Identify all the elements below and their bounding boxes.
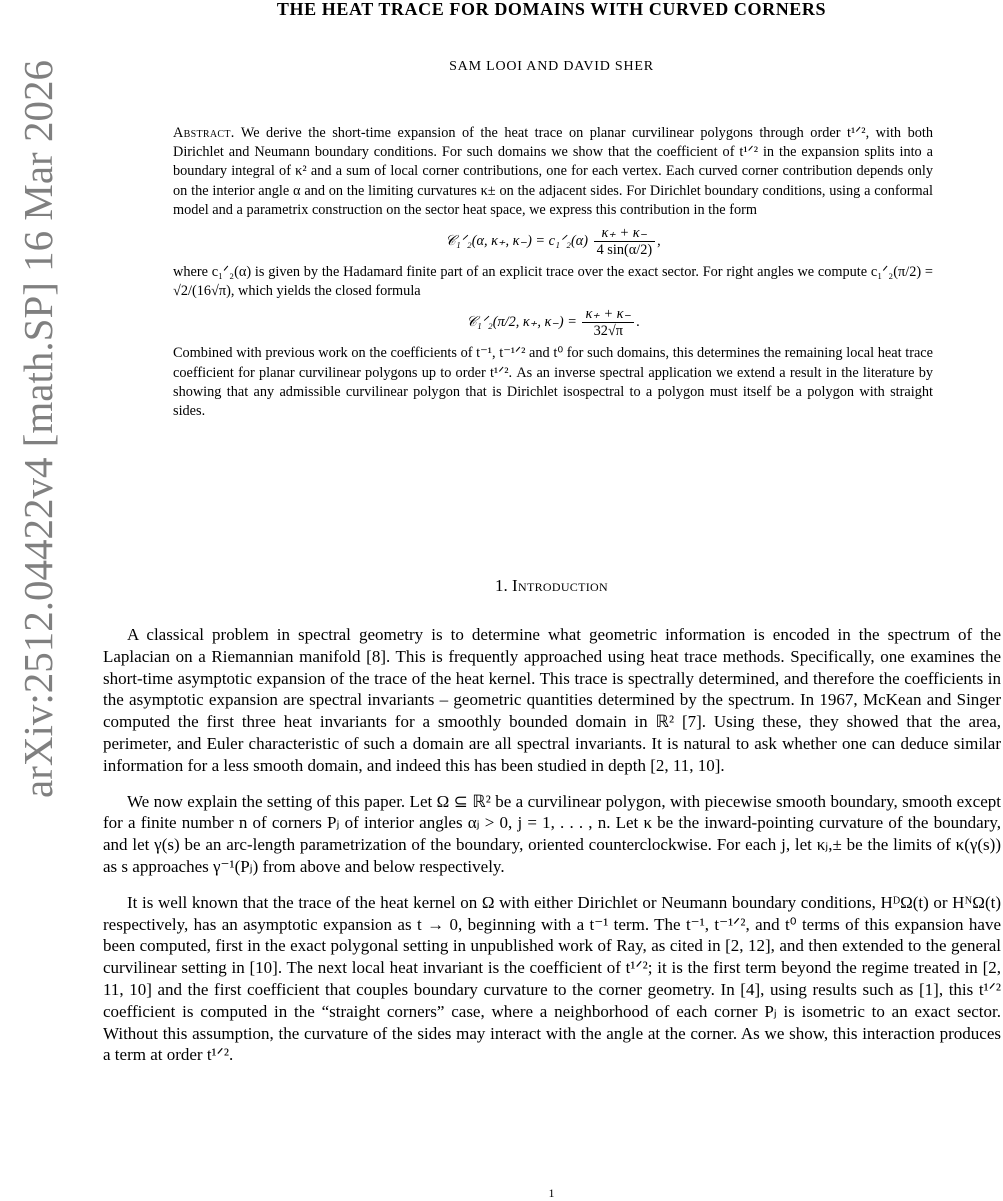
equation-1-fraction: [594, 225, 656, 258]
equation-1-denominator: 4 sin(α/2): [596, 242, 653, 259]
abstract-paragraph-2: where c₁ᐟ₂(α) is given by the Hadamard finite part of an explicit trace over the exact sector. For right angles we compute c₁ᐟ₂(π/2) = √2/(16√π), which yields the closed formula: [173, 264, 933, 300]
arxiv-identifier-stamp: arXiv:2512.04422v4 [math.SP] 16 Mar 2026: [15, 60, 61, 798]
abstract-paragraph-3: Combined with previous work on the coefficients of t⁻¹, t⁻¹ᐟ² and t⁰ for such domains, this determines the remaining local heat trace coefficient for planar curvilinear polygons up to order t¹ᐟ². As an inverse spectral application we extend a result in the literature by showing that any admissible curvilinear polygon that is Dirichlet isospectral to a polygon must itself be a polygon with straight sides.: [173, 345, 933, 420]
section-heading-introduction: [0, 576, 1003, 596]
abstract-paragraph-1: [173, 124, 933, 220]
body-paragraph-3: It is well known that the trace of the heat kernel on Ω with either Dirichlet or Neumann boundary conditions, HᴰΩ(t) or HᴺΩ(t) respectively, has an asymptotic expansion as t → 0, beginning with a t⁻¹ term. The t⁻¹, t⁻¹ᐟ², and t⁰ terms of this expansion have been computed, first in the exact polygonal setting in unpublished work of Ray, as cited in [2, 12], and then extended to the general curvilinear setting in [10]. The next local heat invariant is the coefficient of t¹ᐟ²; it is the first term beyond the regime treated in [2, 11, 10] and the first coefficient that couples boundary curvature to the corner geometry. In [4], using results such as [1], this t¹ᐟ² coefficient is computed in the “straight corners” case, where a neighborhood of each corner Pⱼ is isometric to an exact sector. Without this assumption, the curvature of the sides may interact with the angle at the corner. As we show, this interaction produces a term at order t¹ᐟ².: [103, 892, 1001, 1065]
equation-2-numerator: κ₊ + κ₋: [582, 306, 634, 323]
abstract-text-1: We derive the short-time expansion of the heat trace on planar curvilinear polygons through order t¹ᐟ², with both Dirichlet and Neumann boundary conditions. For such domains we show that the coefficient of t¹ᐟ² in the expansion splits into a boundary integral of κ² and a sum of local corner contributions, one for each vertex. Each curved corner contribution depends only on the interior angle α and on the limiting curvatures κ± on the adjacent sides. For Dirichlet boundary conditions, using a conformal model and a parametrix construction on the sector heat space, we express this contribution in the form: [173, 125, 933, 218]
equation-2-denominator: 32√π: [593, 323, 623, 340]
abstract-equation-2: 𝒞₁ᐟ₂(π/2, κ₊, κ₋) = $\frac{\kappa_+ + \kappa_-}{32√\pi}$ .: [466, 306, 640, 340]
equation-1-lhs: 𝒞₁ᐟ₂(α, κ₊, κ₋) = c₁ᐟ₂(α): [445, 232, 588, 249]
paper-authors: SAM LOOI AND DAVID SHER: [449, 59, 654, 74]
abstract-block: [173, 124, 933, 421]
paper-title: THE HEAT TRACE FOR DOMAINS WITH CURVED CORNERS: [276, 0, 827, 19]
section-title: Introduction: [512, 576, 608, 595]
section-number: 1.: [495, 576, 508, 595]
body-paragraph-1: A classical problem in spectral geometry is to determine what geometric information is encoded in the spectrum of the Laplacian on a Riemannian manifold [8]. This is frequently approached using heat trace methods. Specifically, one examines the short-time asymptotic expansion of the trace of the heat kernel. This trace is spectrally determined, and therefore the coefficients in the asymptotic expansion are spectral invariants – geometric quantities determined by the spectrum. In 1967, McKean and Singer computed the first three heat invariants for a smoothly bounded domain in ℝ² [7]. Using these, they showed that the area, perimeter, and Euler characteristic of such a domain are all spectral invariants. It is natural to ask whether one can deduce similar information for a less smooth domain, and indeed this has been studied in depth [2, 11, 10].: [103, 625, 1001, 775]
introduction-body: [103, 624, 1001, 1080]
abstract-equation-1: 𝒞₁ᐟ₂(α, κ₊, κ₋) = c₁ᐟ₂(α) $\frac{\kappa_+ + \kappa_-}{4 \sin(\alpha/2)}$ ,: [445, 225, 661, 259]
abstract-label: Abstract.: [173, 125, 235, 141]
equation-1-numerator: κ₊ + κ₋: [594, 225, 656, 242]
equation-2-fraction: [582, 306, 634, 339]
page-number: 1: [548, 1186, 555, 1200]
body-paragraph-2: We now explain the setting of this paper. Let Ω ⊆ ℝ² be a curvilinear polygon, with piecewise smooth boundary, smooth except for a finite number n of corners Pⱼ of interior angles αⱼ > 0, j = 1, . . . , n. Let κ be the inward-pointing curvature of the boundary, and let γ(s) be an arc-length parametrization of the boundary, oriented counterclockwise. For each j, let κⱼ,± be the limits of κ(γ(s)) as s approaches γ⁻¹(Pⱼ) from above and below respectively.: [103, 791, 1001, 876]
equation-2-lhs: 𝒞₁ᐟ₂(π/2, κ₊, κ₋) =: [466, 314, 577, 331]
